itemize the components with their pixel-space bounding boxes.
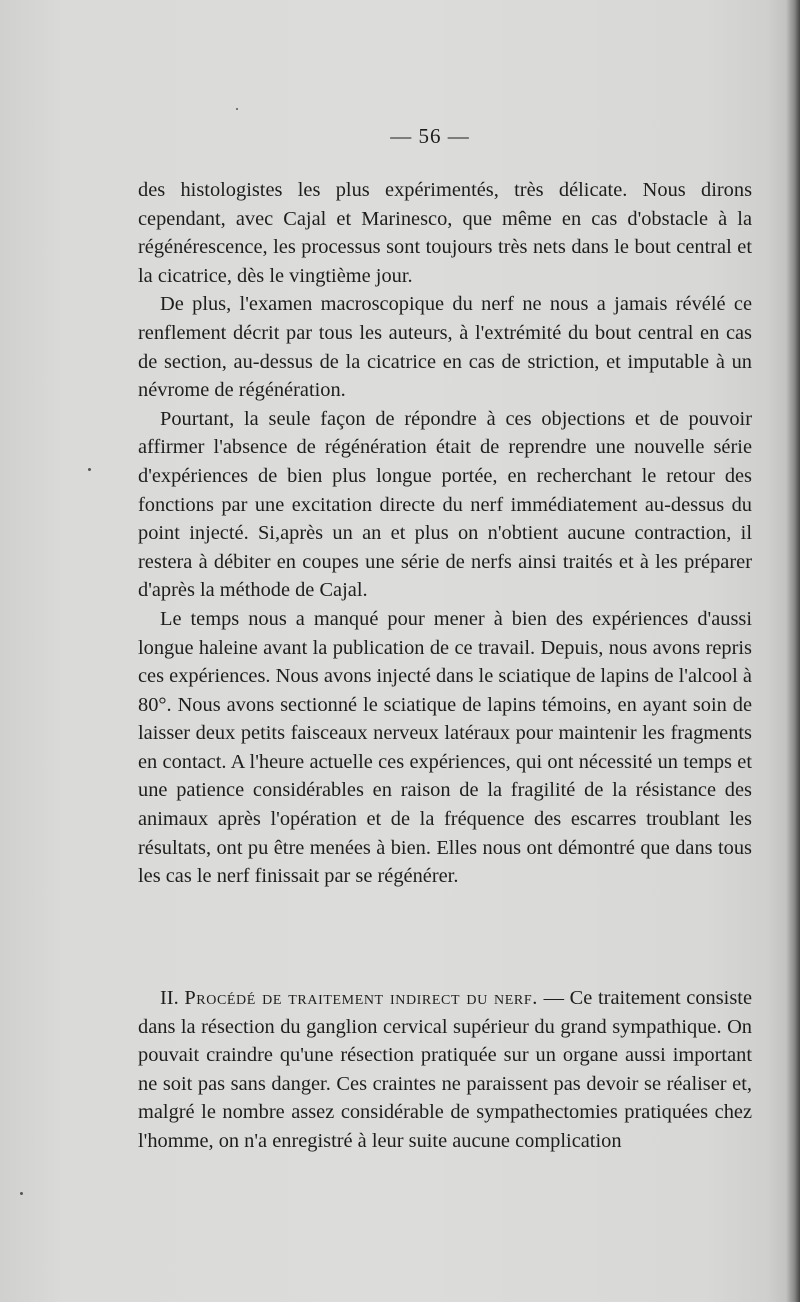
scan-speck [20,1192,23,1195]
page-edge-shadow [786,0,800,1302]
paragraph-1: des histologistes les plus expérimentés, très délicate. Nous dirons cependant, avec Cajal et Marinesco, que même en cas d'obstacle à la régénérescence, les processus sont toujours très nets dans le bout central et la cicatrice, dès le vingtième jour. [138,179,752,287]
paragraph-2: De plus, l'examen macroscopique du nerf ne nous a jamais révélé ce renflement décrit par tous les auteurs, à l'extrémité du bout central en cas de section, au-dessus de la cicatrice en cas de striction, et imputable à un névrome de régénération. [138,293,752,402]
page-number: — 56 — [390,124,470,148]
section-ii [138,984,752,1156]
scan-speck [88,468,91,471]
section-heading: Procédé de traitement indirect du nerf. [184,987,538,1009]
scan-speck [236,108,238,110]
section-paragraph [138,984,752,1156]
main-text [138,176,752,891]
paragraph-4: Le temps nous a manqué pour mener à bien des expériences d'aussi longue haleine avant la publication de ce travail. Depuis, nous avons repris ces expériences. Nous avons injecté dans le sciatique de lapins de l'alcool à 80°. Nous avons sectionné le sciatique de lapins témoins, en ayant soin de laisser deux petits faisceaux nerveux latéraux pour maintenir les fragments en contact. A l'heure actuelle ces expériences, qui ont nécessité un temps et une patience considérables en raison de la fragilité de la résistance des animaux après l'opération et de la fréquence des escarres troublant les résultats, ont pu être menées à bien. Elles nous ont démontré que dans tous les cas le nerf finissait par se régénérer. [138,607,752,888]
section-number: II. [160,987,179,1009]
section-text: Ce traitement consiste dans la résection du ganglion cervical supérieur du grand sympathique. On pouvait craindre qu'une résection pratiquée sur un organe aussi important ne soit pas sans danger. Ces craintes ne paraissent pas devoir se réaliser et, malgré le nombre assez considérable de sympathectomies pratiquées chez l'homme, on n'a enregistré à leur suite aucune complication [138,987,752,1152]
paragraph-3: Pourtant, la seule façon de répondre à ces objections et de pouvoir affirmer l'absence de régénération était de reprendre une nouvelle série d'expériences de bien plus longue portée, en recherchant le retour des fonctions par une excitation directe du nerf immédiatement au-dessus du point injecté. Si,après un an et plus on n'obtient aucune contraction, il restera à débiter en coupes une série de nerfs ainsi traités et à les préparer d'après la méthode de Cajal. [138,407,752,602]
section-dash: — [543,987,564,1009]
